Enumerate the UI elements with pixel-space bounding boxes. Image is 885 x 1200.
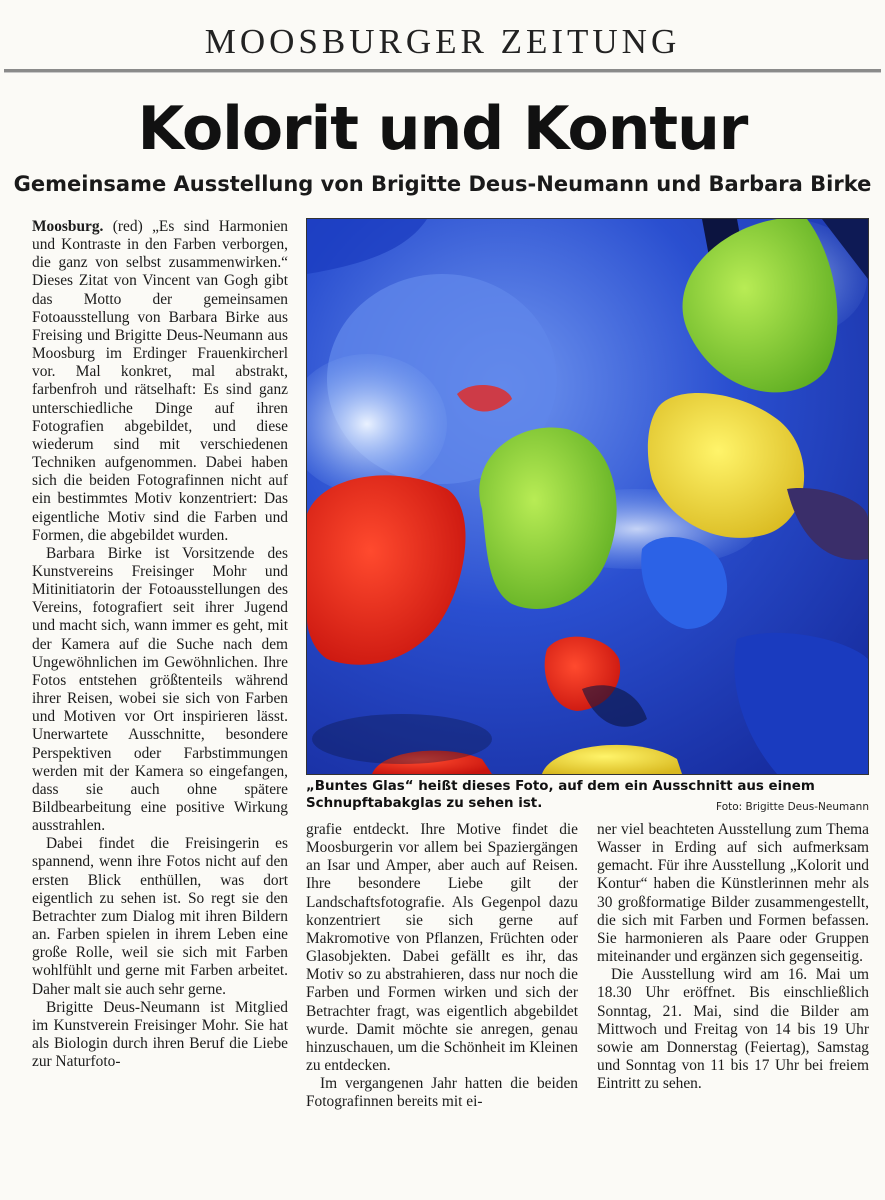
photo-caption: „Buntes Glas“ heißt dieses Foto, auf dem ein Ausschnitt aus einem Schnupftabakglas zu sehen ist. <box>306 779 815 811</box>
article-column-2 <box>306 821 578 1112</box>
article-paragraph-2: Barbara Birke ist Vorsitzende des Kunstvereins Freisinger Mohr und Mitinitiatorin der Fotoausstellungen des Vereins, fotografiert seit ihrer Jugend und macht sich, wann immer es geht, mit der Kamera auf die Suche nach dem Ungewöhnlichen im Gewöhnlichen. Ihre Fotos entstehen größtenteils während ihrer Reisen, wobei sie sich von Farben und Motiven vor Ort inspirieren lässt. Unerwartete Ausschnitte, besondere Perspektiven oder Farbstimmungen werden mit der Kamera so eingefangen, dass sie auch ohne spätere Bildbearbeitung eine positive Wirkung ausstrahlen. <box>32 544 288 835</box>
subheadline: Gemeinsame Ausstellung von Brigitte Deus-Neumann und Barbara Birke <box>13 172 872 196</box>
colored-glass-photo <box>307 219 868 774</box>
article-paragraph-1 <box>32 218 288 545</box>
article-column-3 <box>597 821 869 1093</box>
dateline: Moosburg. <box>32 218 104 235</box>
article-paragraph-5-continued: ner viel beachteten Ausstellung zum Thema Wasser in Erding auf sich aufmerksam gemacht. Für ihre Ausstellung „Kolorit und Kontur“ haben die Künstlerinnen mehr als 30 großformatige Bilder zusammengestellt, die sich mit Farben und Formen befassen. Sie harmonieren als Paare oder Gruppen miteinander und ergänzen sich gegenseitig. <box>597 821 869 966</box>
article-paragraph-5-start: Im vergangenen Jahr hatten die beiden Fotografinnen bereits mit ei- <box>306 1075 578 1111</box>
paragraph-1-text: (red) „Es sind Harmonien und Kontraste in den Farben verborgen, die ganz von selbst zusammenwirken.“ Dieses Zitat von Vincent van Gogh gibt das Motto der gemeinsamen Fotoausstellung von Barbara Birke aus Freising und Brigitte Deus-Neumann aus Moosburg im Erdinger Frauenkircherl vor. Mal konkret, mal abstrakt, farbenfroh und rätselhaft: Es sind ganz unterschiedliche Dinge auf ihren Fotografien abgebildet, und diese wiederum sind mit verschiedenen Techniken aufgenommen. Dabei haben sich die beiden Fotografinnen nicht auf ein bestimmtes Motiv konzentriert: Das eigentliche Motiv sind die Farben und Formen, die abgebildet wurden. <box>32 218 288 544</box>
photo-credit: Foto: Brigitte Deus-Neumann <box>716 801 869 813</box>
article-photo <box>306 218 869 775</box>
headline: Kolorit und Kontur <box>137 94 748 164</box>
article-paragraph-4-start: Brigitte Deus-Neumann ist Mitglied im Kunstverein Freisinger Mohr. Sie hat als Biologin durch ihren Beruf die Liebe zur Naturfoto- <box>32 998 288 1071</box>
article-paragraph-4-continued: grafie entdeckt. Ihre Motive findet die Moosburgerin vor allem bei Spaziergängen an Isar und Amper, aber auch auf Reisen. Ihre besondere Liebe gilt der Landschaftsfotografie. Als Gegenpol dazu konzentriert sie sich gerne auf Makromotive von Pflanzen, Früchten oder Glasobjekten. Dabei gefällt es ihr, das Motiv so zu abstrahieren, dass nur noch die Farben und Formen wirken und sich der Betrachter fragt, was eigentlich abgebildet wurde. Damit möchte sie anregen, genau hinzuschauen, um die Schönheit im Kleinen zu entdecken. <box>306 821 578 1075</box>
masthead: MOOSBURGER ZEITUNG <box>204 22 681 61</box>
masthead-rule <box>4 69 881 73</box>
article-paragraph-3: Dabei findet die Freisingerin es spannend, wenn ihre Fotos nicht auf den ersten Blick enthüllen, was dort eigentlich zu sehen ist. So regt sie den Betrachter zum Dialog mit ihren Bildern an. Farben spielen in ihrem Leben eine große Rolle, weil sie sich mit Farben wohlfühlt und gerne mit Farben arbeitet. Daher malt sie auch sehr gerne. <box>32 835 288 998</box>
article-paragraph-6: Die Ausstellung wird am 16. Mai um 18.30 Uhr eröffnet. Bis einschließlich Sonntag, 21. Mai, sind die Bilder am Mittwoch und Freitag von 14 bis 19 Uhr sowie am Donnerstag (Feiertag), Samstag und Sonntag von 11 bis 17 Uhr bei freiem Eintritt zu sehen. <box>597 966 869 1093</box>
article-column-1 <box>32 218 288 1071</box>
